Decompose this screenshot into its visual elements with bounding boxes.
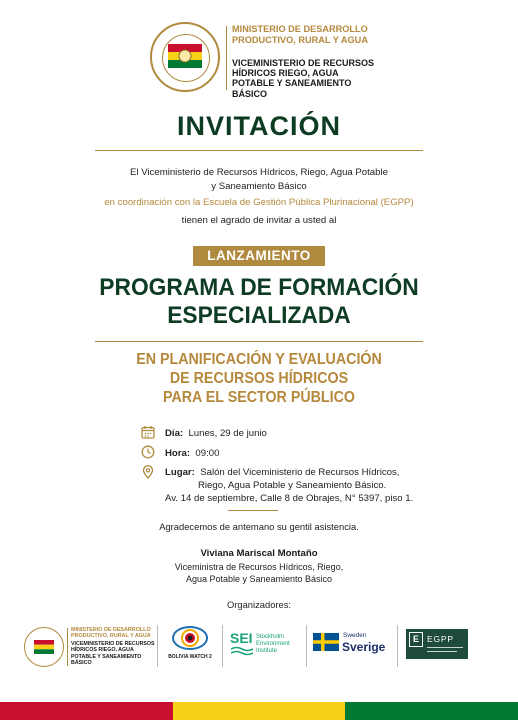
- program-title-line-2: ESPECIALIZADA: [167, 302, 351, 329]
- egpp-letter: E: [409, 632, 423, 647]
- egpp-name: EGPP: [427, 634, 454, 644]
- egpp-logo: [406, 629, 468, 659]
- sei-name: Stockholm Environment Institute: [256, 634, 290, 654]
- event-date: [165, 427, 267, 440]
- intro-line-2: y Saneamiento Básico: [211, 181, 307, 192]
- place-line-1: Salón del Viceministerio de Recursos Hídricos,: [200, 467, 400, 478]
- org-ministry-line-2: VICEMINISTERIO DE RECURSOS HÍDRICOS RIEGO, AGUA POTABLE Y SANEAMIENTO BÁSICO: [71, 641, 155, 666]
- ministry-logo-divider: [67, 628, 68, 666]
- coordination-text: en coordinación con la Escuela de Gestión Pública Plurinacional (EGPP): [104, 197, 414, 208]
- sweden-flag-icon: [313, 633, 339, 651]
- date-value: Lunes, 29 de junio: [188, 428, 267, 439]
- org-ministry-line-1: MINISTERIO DE DESARROLLO PRODUCTIVO, RURAL Y AGUA: [71, 627, 151, 640]
- intro-line-1: El Viceministerio de Recursos Hídricos, Riego, Agua Potable: [130, 167, 388, 178]
- program-divider: [95, 341, 423, 342]
- organizers-title: Organizadores:: [226, 599, 292, 610]
- sweden-big-text: Sverige: [342, 640, 386, 654]
- date-label: Día:: [165, 428, 184, 439]
- org-divider-4: [397, 625, 398, 667]
- footer-fade: [0, 694, 518, 702]
- footer-stripe-green: [345, 702, 518, 720]
- subtitle-line-1: EN PLANIFICACIÓN Y EVALUACIÓN: [136, 351, 382, 368]
- signatory-role-line-2: Agua Potable y Saneamiento Básico: [185, 574, 333, 584]
- sei-waves-icon: [231, 646, 253, 656]
- sweden-small-text: Sweden: [343, 632, 367, 639]
- location-pin-icon: [141, 465, 155, 479]
- place-line-2: Riego, Agua Potable y Saneamiento Básico.: [198, 480, 387, 491]
- subtitle-line-3: PARA EL SECTOR PÚBLICO: [162, 389, 355, 406]
- subtitle-line-2: DE RECURSOS HÍDRICOS: [169, 370, 349, 387]
- event-place: [165, 466, 413, 505]
- header-divider: [226, 26, 227, 90]
- ministry-name: MINISTERIO DE DESARROLLO PRODUCTIVO, RURAL Y AGUA: [232, 24, 368, 45]
- signatory-role: [0, 561, 518, 585]
- signatory-role-line-1: Viceministra de Recursos Hídricos, Riego,: [174, 562, 344, 572]
- bolivia-state-seal-icon: [150, 22, 220, 92]
- place-label: Lugar:: [165, 467, 195, 478]
- org-divider-1: [157, 625, 158, 667]
- org-divider-3: [306, 625, 307, 667]
- intro-text: [0, 166, 518, 194]
- bolivia-watch-text: BOLIVIA WATCH 2: [168, 654, 212, 660]
- title-divider: [95, 150, 423, 151]
- footer-stripe-yellow: [173, 702, 345, 720]
- time-value: 09:00: [195, 448, 220, 459]
- program-subtitle: [21, 350, 498, 407]
- org-divider-2: [222, 625, 223, 667]
- calendar-icon: [141, 425, 155, 439]
- place-line-3: Av. 14 de septiembre, Calle 8 de Obrajes, N° 5397, piso 1.: [165, 493, 414, 504]
- event-time: [165, 447, 219, 460]
- bolivia-watch-logo-icon: [172, 625, 208, 651]
- time-label: Hora:: [165, 448, 191, 459]
- sei-abbr: SEI: [230, 630, 253, 646]
- clock-icon: [141, 445, 155, 459]
- footer-stripe-red: [0, 702, 173, 720]
- vice-ministry-name: VICEMINISTERIO DE RECURSOS HÍDRICOS RIEGO, AGUA POTABLE Y SANEAMIENTO BÁSICO: [232, 58, 375, 99]
- invite-text: tienen el agrado de invitar a usted al: [181, 215, 337, 226]
- thanks-text: Agradecemos de antemano su gentil asistencia.: [159, 521, 359, 532]
- signatory-name: Viviana Mariscal Montaño: [200, 548, 318, 559]
- ministry-seal-small-icon: [24, 627, 64, 667]
- program-title-line-1: PROGRAMA DE FORMACIÓN: [99, 274, 419, 301]
- launch-badge: LANZAMIENTO: [193, 246, 325, 266]
- details-divider: [228, 510, 278, 511]
- invitation-title: INVITACIÓN: [177, 111, 341, 141]
- program-title: [18, 274, 500, 330]
